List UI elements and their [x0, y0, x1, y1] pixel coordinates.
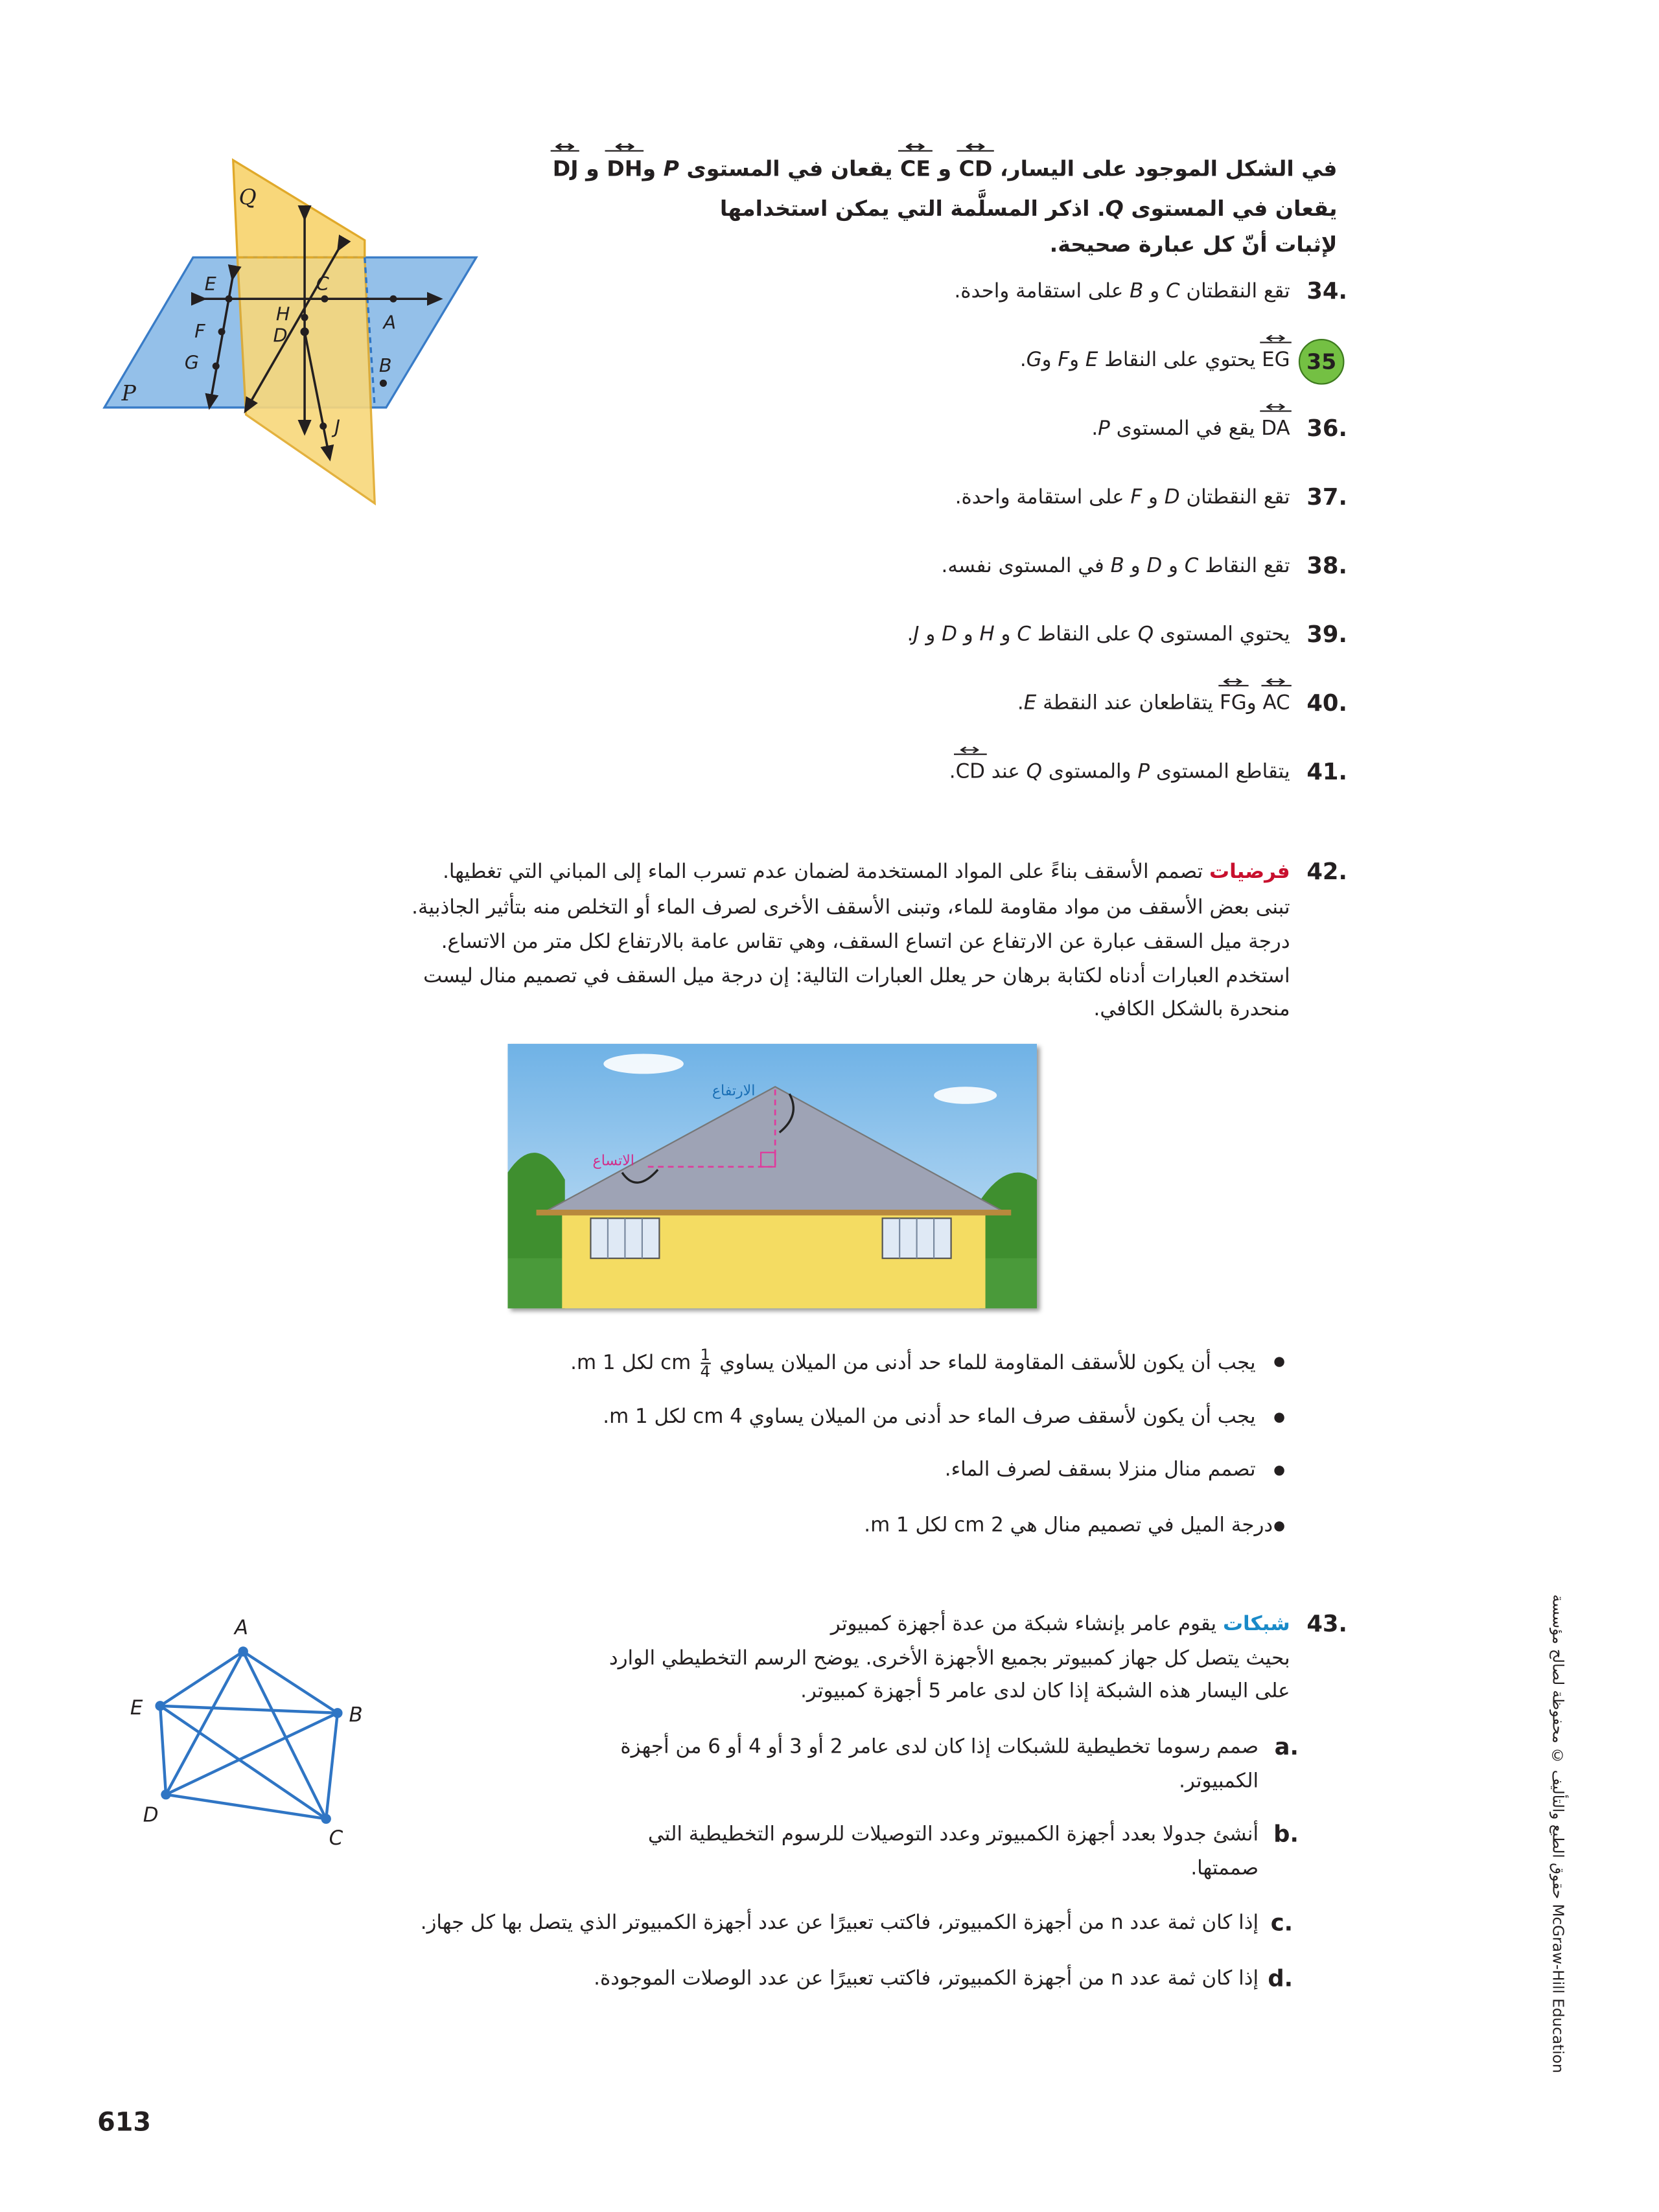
exercise-number: 34. — [1306, 277, 1347, 305]
exercise-text — [949, 758, 1290, 787]
roof-figure — [507, 1044, 1037, 1308]
rise-label: الارتفاع — [712, 1083, 756, 1100]
point-variable: G — [1026, 349, 1042, 372]
line-notation: CD ↔ — [959, 154, 993, 183]
exercise-number: 38. — [1306, 551, 1347, 579]
text-segment: و — [1162, 555, 1185, 578]
text-segment: على النقاط — [1030, 623, 1138, 647]
point-variable: C — [1165, 280, 1180, 303]
text-segment: و — [994, 623, 1017, 647]
q43-line — [831, 1610, 1290, 1639]
text-segment: و — [1124, 555, 1147, 578]
label-c: C — [316, 273, 329, 295]
exercise-text — [1017, 689, 1290, 718]
part-a-text: الكمبيوتر. — [1179, 1770, 1259, 1793]
point-variable: B — [1110, 555, 1124, 578]
text-segment: و — [1041, 349, 1058, 372]
label-h: H — [275, 303, 290, 325]
text-segment: . — [1091, 417, 1098, 441]
label-e: E — [204, 273, 216, 295]
bullet-icon — [1274, 1466, 1284, 1475]
q43-tag: شبكات — [1223, 1613, 1290, 1636]
text-segment: عند — [984, 761, 1027, 784]
node-d: D — [143, 1803, 159, 1827]
fraction — [700, 1347, 710, 1380]
point-variable: H — [979, 623, 995, 647]
text-segment: لإثبات أنّ كل عبارة صحيحة. — [1049, 231, 1338, 258]
line-notation: CD ↔ — [956, 758, 985, 787]
point-variable: D — [1146, 555, 1163, 578]
node-b: B — [349, 1703, 363, 1727]
point-variable: Q — [1137, 623, 1154, 647]
fraction-denominator: 4 — [700, 1363, 710, 1381]
run-label: الاتساع — [592, 1153, 634, 1169]
question-42-number: 42. — [1306, 858, 1347, 886]
q43-line: بحيث يتصل كل جهاز كمبيوتر بجميع الأجهزة الأخرى. يوضح الرسم التخطيطي الوارد — [609, 1647, 1290, 1670]
text-segment: و — [1142, 486, 1165, 509]
exercise-number: 37. — [1306, 483, 1347, 511]
text-segment: و — [1246, 692, 1263, 715]
text-segment: و — [1069, 349, 1085, 372]
text-segment: و — [578, 156, 607, 182]
plane-q — [237, 257, 375, 503]
label-b: B — [378, 354, 392, 376]
text-segment: على استقامة واحدة. — [955, 486, 1131, 509]
point-variable: D — [1164, 486, 1180, 509]
text-segment: يحتوي المستوى — [1154, 623, 1290, 647]
q43-text: يقوم عامر بإنشاء شبكة من عدة أجهزة كمبيوتر — [830, 1613, 1217, 1636]
text-segment: يقع في المستوى — [1109, 417, 1262, 441]
bullet-icon — [1274, 1521, 1284, 1531]
q42-line: درجة ميل السقف عبارة عن الارتفاع عن اتساع السقف، وهي تقاس عامة بالارتفاع لكل متر من الاتساع. — [441, 930, 1290, 954]
node-c: C — [329, 1826, 343, 1850]
text-segment: يقعان في المستوى — [679, 156, 901, 182]
cloud — [603, 1054, 684, 1074]
exercise-number: 36. — [1306, 415, 1347, 442]
exercise-number: 41. — [1306, 757, 1347, 785]
point-variable: J — [913, 623, 920, 647]
q43-line: على اليسار هذه الشبكة إذا كان لدى عامر 5 أجهزة كمبيوتر. — [800, 1680, 1290, 1703]
point-variable: C — [1017, 623, 1031, 647]
point-variable: P — [1137, 761, 1150, 784]
label-q: Q — [238, 184, 257, 210]
label-d: D — [273, 324, 288, 347]
text-segment: و — [642, 156, 664, 182]
line-notation: EG ↔ — [1262, 346, 1290, 374]
label-f: F — [194, 319, 205, 342]
point-variable: F — [1130, 486, 1143, 509]
point-variable: P — [663, 156, 679, 182]
question-43-number: 43. — [1306, 1609, 1347, 1637]
line-notation: AC ↔ — [1262, 689, 1290, 718]
exercise-number: 35 — [1299, 339, 1345, 385]
page-number: 613 — [97, 2107, 152, 2138]
point-variable: B — [1130, 280, 1144, 303]
text-segment: و — [930, 156, 959, 182]
bullet-icon — [1274, 1412, 1284, 1422]
label-j: J — [334, 415, 340, 438]
part-d-text: إذا كان ثمة عدد n من أجهزة الكمبيوتر، فاكتب تعبيرًا عن عدد الوصلات الموجودة. — [594, 1967, 1259, 1991]
line-notation: DA ↔ — [1261, 415, 1290, 443]
intro-line — [553, 154, 1338, 183]
part-b-text: أنشئ جدولا بعدد أجهزة الكمبيوتر وعدد التوصيلات للرسوم التخطيطية التي — [647, 1823, 1259, 1847]
exercise-text — [955, 483, 1290, 512]
exercise-text — [954, 277, 1290, 306]
point-variable: E — [1023, 692, 1037, 715]
text-segment: . — [1017, 692, 1024, 715]
label-a: A — [383, 311, 397, 334]
q42-line — [443, 858, 1290, 886]
text-segment: يقعان في المستوى — [1123, 196, 1338, 222]
exercise-number: 39. — [1306, 620, 1347, 648]
text-segment: والمستوى — [1041, 761, 1138, 784]
point-variable: Q — [1026, 761, 1042, 784]
node-a: A — [234, 1616, 249, 1640]
bullet-item: يجب أن يكون لأسقف صرف الماء حد أدنى من الميلان يساوي 4 cm لكل 1 m. — [603, 1405, 1256, 1429]
point-variable: C — [1184, 555, 1199, 578]
planes-figure — [86, 143, 500, 522]
text-segment: . — [1019, 349, 1027, 372]
bullet-item — [570, 1347, 1255, 1380]
intro-line — [720, 194, 1338, 223]
text-segment: يتقاطع المستوى — [1150, 761, 1290, 784]
text-segment: و — [957, 623, 980, 647]
exercise-text — [1091, 415, 1290, 443]
line-notation: CE ↔ — [900, 154, 931, 183]
text-segment: تقع النقاط — [1198, 555, 1290, 578]
point-variable: E — [1085, 349, 1098, 372]
text-segment: تقع النقطتان — [1179, 486, 1290, 509]
part-c-text: إذا كان ثمة عدد n من أجهزة الكمبيوتر، فاكتب تعبيرًا عن عدد أجهزة الكمبيوتر الذي يتصل بها كل جهاز. — [420, 1911, 1259, 1935]
q42-text: تصمم الأسقف بناءً على المواد المستخدمة لضمان عدم تسرب الماء إلى المباني التي تغطيها. — [443, 860, 1203, 884]
q42-tag: فرضيات — [1209, 860, 1290, 884]
part-a-text: صمم رسوما تخطيطية للشبكات إذا كان لدى عامر 2 أو 3 أو 4 أو 6 من أجهزة — [620, 1736, 1259, 1759]
bullet-icon — [1274, 1357, 1284, 1366]
text-segment: في الشكل الموجود على اليسار، — [992, 156, 1338, 182]
line-notation: DH ↔ — [607, 154, 642, 183]
text-segment: . — [907, 623, 914, 647]
exercise-text — [942, 552, 1290, 581]
part-b-letter: b. — [1273, 1820, 1299, 1848]
fraction-numerator: 1 — [700, 1345, 710, 1365]
text-segment: على استقامة واحدة. — [954, 280, 1130, 303]
copyright-notice: حقوق الطبع والتأليف © محفوظة لصالح مؤسسة McGraw-Hill Education — [1549, 1594, 1566, 2073]
text-segment: و — [1143, 280, 1166, 303]
part-d-letter: d. — [1268, 1964, 1294, 1992]
bullet-item: تصمم منال منزلا بسقف لصرف الماء. — [944, 1458, 1256, 1482]
text-segment: في المستوى نفسه. — [941, 555, 1111, 578]
cloud — [934, 1087, 997, 1103]
text-segment: و — [919, 623, 942, 647]
label-g: G — [184, 351, 199, 374]
point-variable: F — [1058, 349, 1070, 372]
text-segment: تقع النقطتان — [1179, 280, 1290, 303]
q42-line: تبنى بعض الأسقف من مواد مقاومة للماء، وتبنى الأسقف الأخرى لصرف الماء أو التخلص منه بتأثير الجاذبية. — [412, 896, 1290, 920]
point-variable: P — [1098, 417, 1110, 441]
part-a-letter: a. — [1274, 1733, 1299, 1760]
text-segment: . اذكر المسلَّمة التي يمكن استخدامها — [719, 196, 1106, 222]
exercise-text — [1020, 346, 1290, 374]
text-segment: يحتوي على النقاط — [1098, 349, 1262, 372]
text-segment: يتقاطعان عند النقطة — [1036, 692, 1220, 715]
point-variable: Q — [1105, 196, 1124, 222]
exercise-text — [907, 621, 1290, 649]
bullet-text: يجب أن يكون للأسقف المقاومة للماء حد أدنى من الميلان يساوي — [713, 1352, 1256, 1375]
text-segment: . — [949, 761, 956, 784]
q42-line: استخدم العبارات أدناه لكتابة برهان حر يعلل العبارات التالية: إن درجة ميل السقف في تصميم منال ليست — [423, 965, 1290, 988]
intro-line — [1050, 230, 1338, 259]
bullet-item: درجة الميل في تصميم منال هي 2 cm لكل 1 m. — [864, 1514, 1273, 1538]
exercise-number: 40. — [1306, 689, 1347, 717]
point-variable: D — [942, 623, 957, 647]
line-notation: DJ ↔ — [553, 154, 579, 183]
part-b-text: صممتها. — [1190, 1857, 1259, 1881]
part-c-letter: c. — [1270, 1909, 1294, 1937]
q42-line: منحدرة بالشكل الكافي. — [1093, 998, 1290, 1021]
label-p: P — [121, 380, 136, 406]
node-e: E — [130, 1696, 143, 1720]
line-notation: FG ↔ — [1220, 689, 1247, 718]
bullet-text: cm لكل 1 m. — [570, 1352, 698, 1375]
network-diagram — [122, 1609, 379, 1852]
